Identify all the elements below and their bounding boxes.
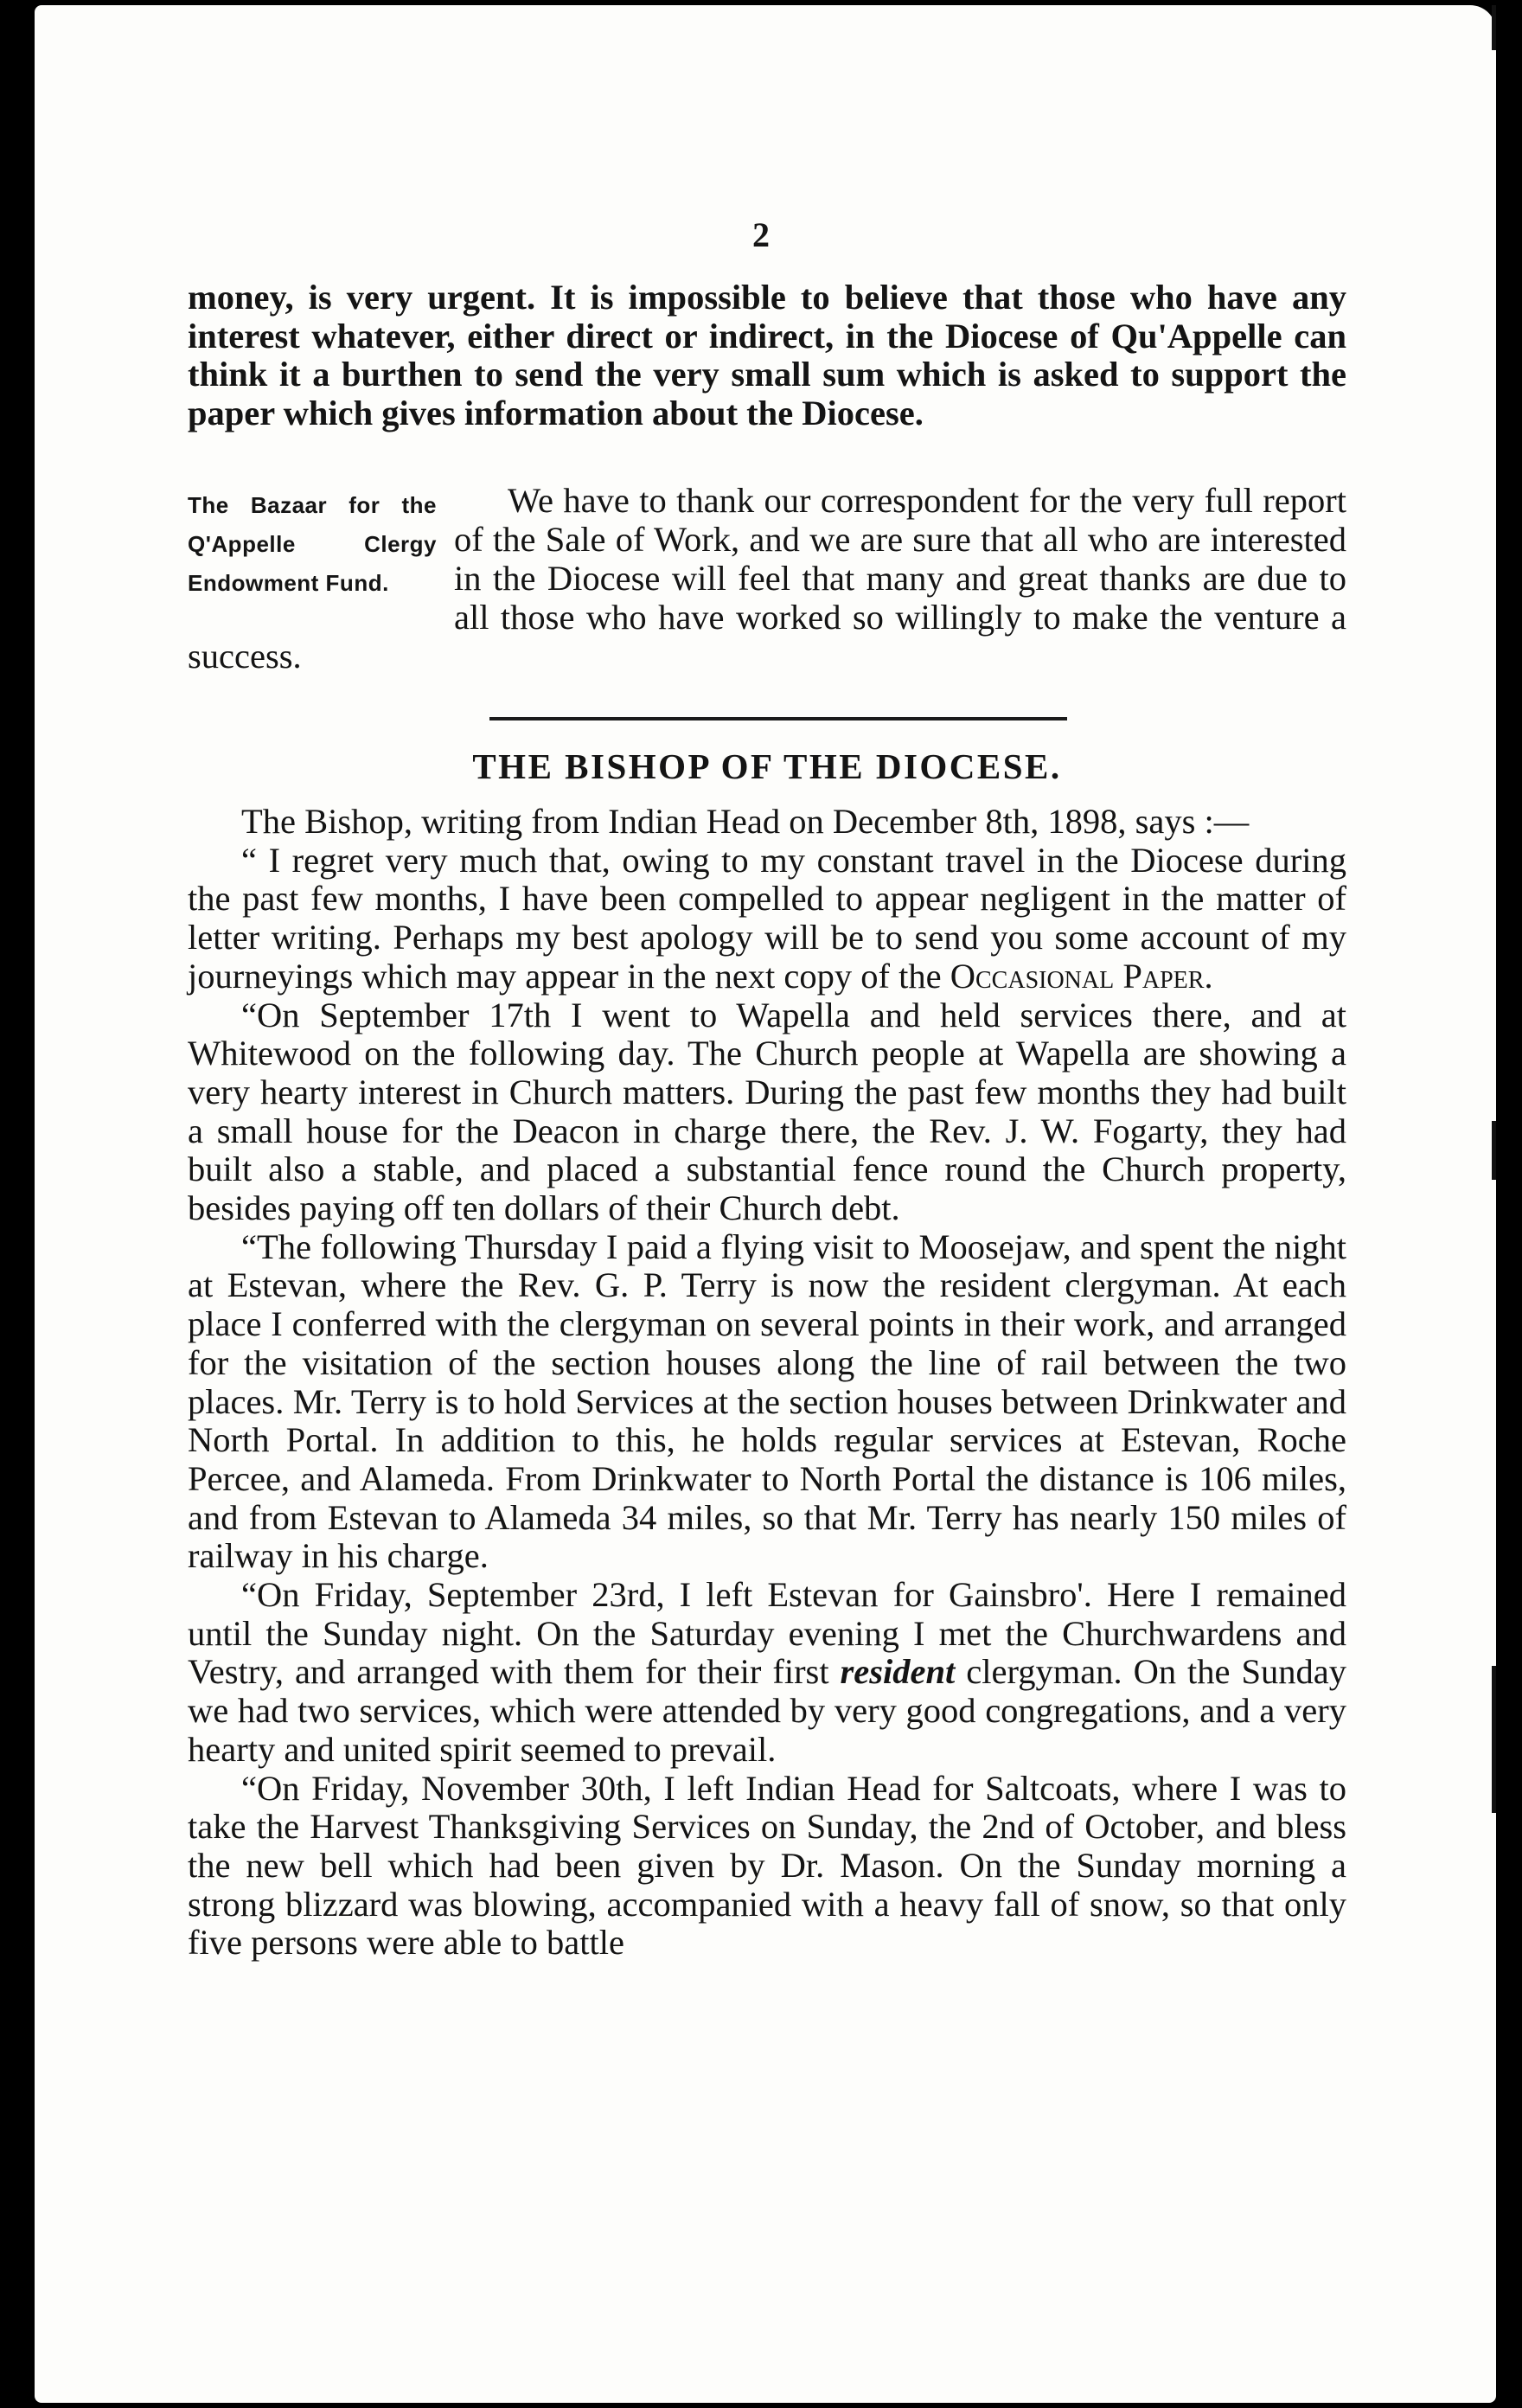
bazaar-paragraph: We have to thank our correspondent for the very full report of the Sale of Work, and we are sure that all who are interested in the Diocese will feel that many and great thanks are due to all those who have worked so willingly to make the venture a success. <box>188 481 1346 676</box>
bazaar-section <box>188 481 1346 676</box>
bishop-letter <box>188 803 1346 1963</box>
page-edge-mark <box>1492 1121 1496 1180</box>
publication-title: Occasional Paper <box>950 956 1205 996</box>
letter-text: “On Friday, September 23rd, I left Estevan for Gainsbro'. Here I remained until the Sunday night. On the Saturday evening I met the Churchwardens and Vestry, and arranged with them for their first <box>188 1575 1346 1692</box>
section-heading: THE BISHOP OF THE DIOCESE. <box>472 746 1062 786</box>
letter-paragraph: “On Friday, November 30th, I left Indian Head for Saltcoats, where I was to take the Harvest Thanksgiving Services on Sunday, the 2nd of October, and bless the new bell which had been given by Dr. Mason. On the Sunday morning a strong blizzard was blowing, accompanied with a heavy fall of snow, so that only five persons were able to battle <box>188 1768 1346 1963</box>
letter-paragraph <box>188 842 1346 996</box>
section-divider <box>489 717 1067 720</box>
intro-paragraph: money, is very urgent. It is impossible to believe that those who have any interest whatever, either direct or indirect, in the Diocese of Qu'Appelle can think it a burthen to send the very small sum which is asked to support the paper which gives information about the Diocese. <box>188 278 1346 433</box>
letter-paragraph <box>188 1576 1346 1770</box>
emphasis-text: resident <box>840 1652 956 1692</box>
letter-paragraph: “The following Thursday I paid a flying visit to Moosejaw, and spent the night at Estevan, where the Rev. G. P. Terry is now the resident clergyman. At each place I conferred with the clergyman on several points in their work, and arranged for the visitation of the section houses along the line of rail between the two places. Mr. Terry is to hold Services at the section houses between Drinkwater and North Portal. In addition to this, he holds regular services at Estevan, Roche Percee, and Alameda. From Drinkwater to North Portal the distance is 106 miles, and from Estevan to Alameda 34 miles, so that Mr. Terry has nearly 150 miles of railway in his charge. <box>188 1226 1346 1576</box>
page-number: 2 <box>752 215 770 254</box>
page-edge-mark <box>1492 1666 1496 1813</box>
letter-paragraph: “On September 17th I went to Wapella and held services there, and at Whitewood on the following day. The Church people at Wapella are showing a very hearty interest in Church matters. During the past few months they had built a small house for the Deacon in charge there, the Rev. J. W. Fogarty, they had built also a stable, and placed a substantial fence round the Church property, besides paying off ten dollars of their Church debt. <box>188 995 1346 1228</box>
letter-intro: The Bishop, writing from Indian Head on December 8th, 1898, says :— <box>241 802 1250 841</box>
page-edge-mark <box>1492 5 1496 50</box>
margin-note: The Bazaar for the Q'Appelle Clergy Endowment Fund. <box>188 492 437 596</box>
letter-text: “ I regret very much that, owing to my constant travel in the Diocese during the past few months, I have been compelled to appear negligent in the matter of letter writing. Perhaps my best apology will be to send you some account of my journeyings which may appear in the next copy of the <box>188 840 1346 996</box>
letter-text: . <box>1204 956 1213 996</box>
letter-text: clergyman. On the Sunday we had two services, which were attended by very good congregations, and a very hearty and united spirit seemed to prevail. <box>188 1652 1346 1769</box>
intro-section <box>188 279 1346 433</box>
